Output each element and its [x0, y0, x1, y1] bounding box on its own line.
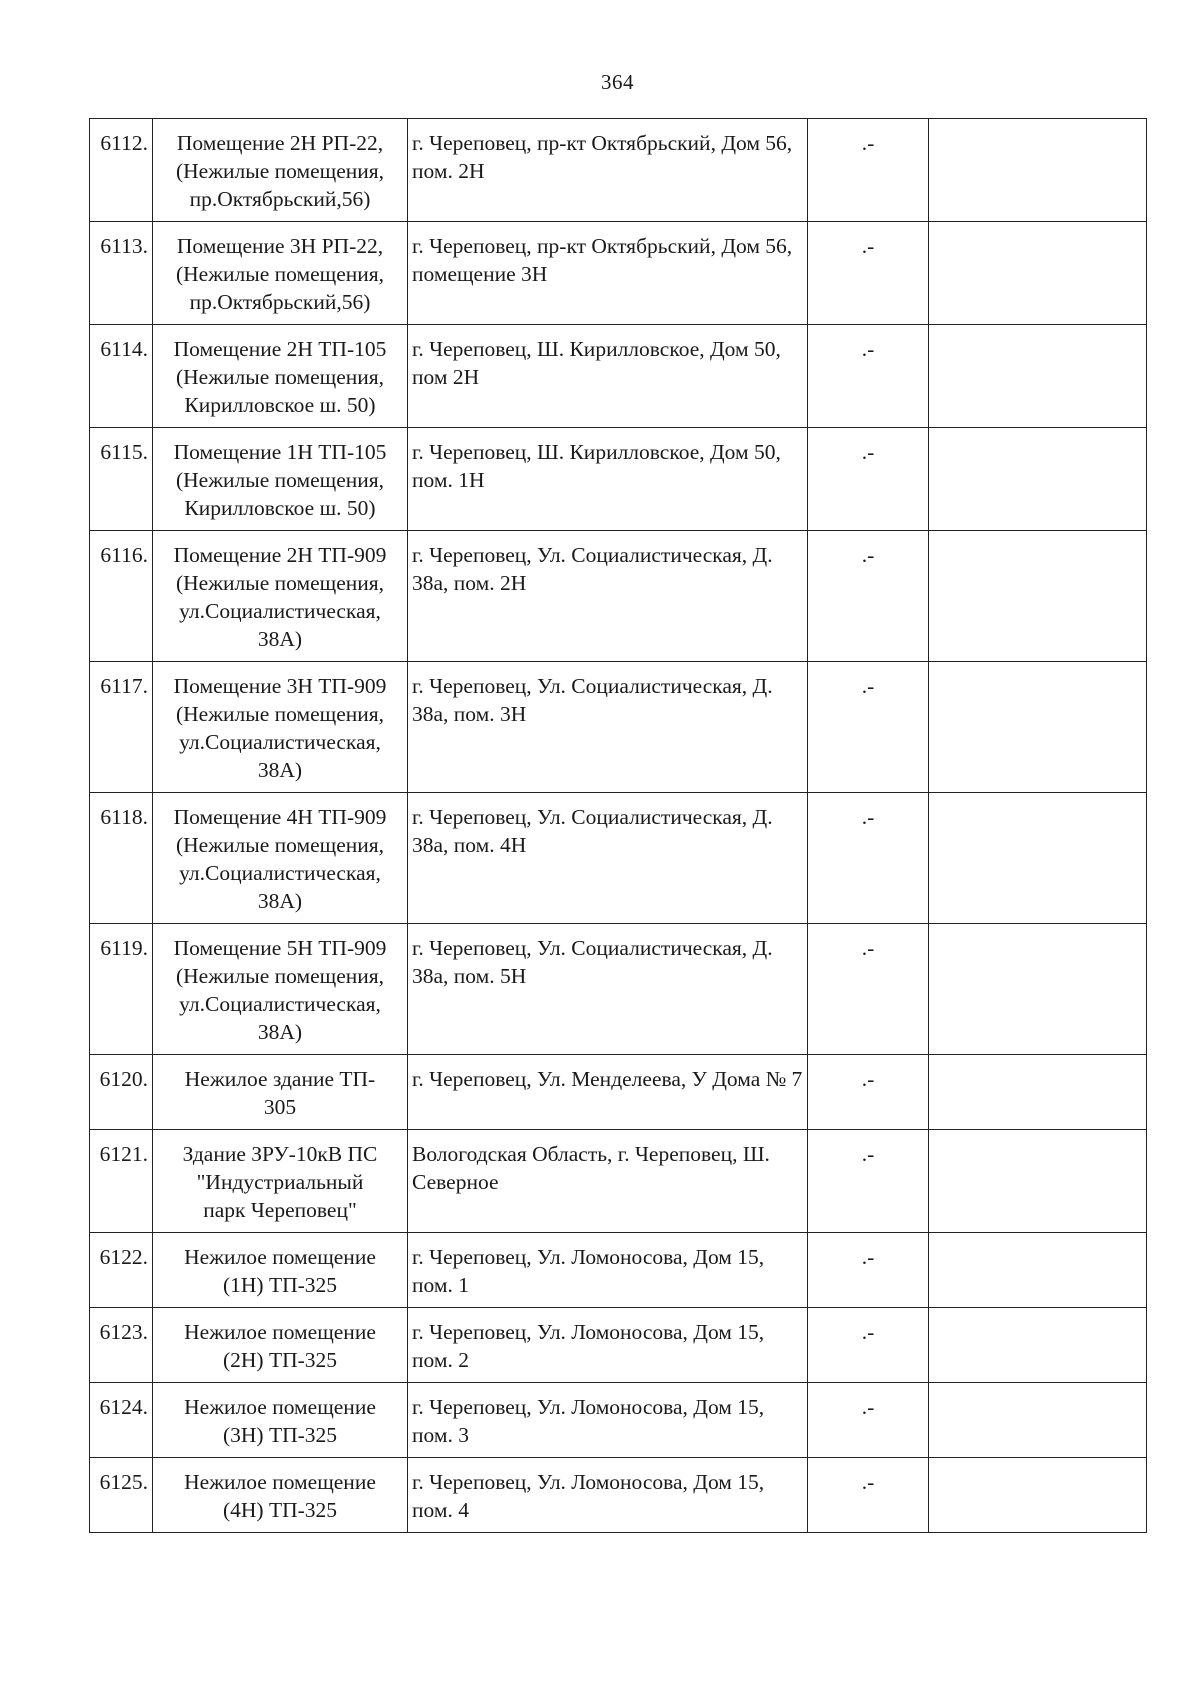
property-name-line: Помещение 3Н ТП-909	[173, 674, 387, 698]
property-value: .-	[808, 119, 929, 222]
property-extra	[929, 531, 1147, 662]
row-number: 6121.	[90, 1130, 153, 1233]
table-row	[90, 428, 1147, 531]
property-name-line: Помещение 2Н ТП-909	[173, 543, 387, 567]
property-name-line: Кирилловское ш. 50)	[184, 496, 376, 520]
property-address: г. Череповец, Ул. Ломоносова, Дом 15, пом. 4	[408, 1458, 808, 1533]
property-value: .-	[808, 793, 929, 924]
table-row	[90, 924, 1147, 1055]
property-value: .-	[808, 531, 929, 662]
row-number: 6113.	[90, 222, 153, 325]
property-value: .-	[808, 1458, 929, 1533]
property-value: .-	[808, 662, 929, 793]
property-address: г. Череповец, Ул. Ломоносова, Дом 15, пом. 1	[408, 1233, 808, 1308]
property-extra	[929, 1458, 1147, 1533]
property-name-line: 305	[263, 1095, 297, 1119]
property-name-line: Нежилое помещение	[184, 1320, 376, 1344]
row-number: 6122.	[90, 1233, 153, 1308]
property-name-line: пр.Октябрьский,56)	[189, 290, 371, 314]
property-name-line: Нежилое помещение	[184, 1395, 376, 1419]
table-row	[90, 1458, 1147, 1533]
property-name	[153, 531, 408, 662]
property-name-line: ул.Социалистическая,	[179, 599, 381, 623]
property-extra	[929, 222, 1147, 325]
property-name	[153, 222, 408, 325]
row-number: 6112.	[90, 119, 153, 222]
property-name-line: пр.Октябрьский,56)	[189, 187, 371, 211]
property-address: г. Череповец, Ул. Ломоносова, Дом 15, пом. 2	[408, 1308, 808, 1383]
property-extra	[929, 325, 1147, 428]
table-row	[90, 325, 1147, 428]
row-number: 6123.	[90, 1308, 153, 1383]
property-extra	[929, 119, 1147, 222]
property-name	[153, 793, 408, 924]
property-address: г. Череповец, Ул. Социалистическая, Д. 38а, пом. 3Н	[408, 662, 808, 793]
property-value: .-	[808, 1308, 929, 1383]
page-number: 364	[601, 70, 634, 94]
property-name-line: (Нежилые помещения,	[175, 702, 385, 726]
property-address: г. Череповец, Ул. Менделеева, У Дома № 7	[408, 1055, 808, 1130]
property-value: .-	[808, 1383, 929, 1458]
property-address: г. Череповец, Ул. Ломоносова, Дом 15, пом. 3	[408, 1383, 808, 1458]
property-address: г. Череповец, Ул. Социалистическая, Д. 38а, пом. 4Н	[408, 793, 808, 924]
property-extra	[929, 1233, 1147, 1308]
table-row	[90, 793, 1147, 924]
property-value: .-	[808, 1130, 929, 1233]
property-name	[153, 662, 408, 793]
property-name-line: ул.Социалистическая,	[179, 992, 381, 1016]
property-name-line: Помещение 2Н РП-22,	[176, 131, 384, 155]
property-name	[153, 1308, 408, 1383]
property-name	[153, 1383, 408, 1458]
property-name-line: (4Н) ТП-325	[222, 1498, 338, 1522]
property-address: г. Череповец, Ш. Кирилловское, Дом 50, пом 2Н	[408, 325, 808, 428]
property-name-line: Нежилое здание ТП-	[184, 1067, 376, 1091]
property-value: .-	[808, 924, 929, 1055]
table-row	[90, 119, 1147, 222]
property-extra	[929, 1308, 1147, 1383]
table-row	[90, 1308, 1147, 1383]
property-address: г. Череповец, пр-кт Октябрьский, Дом 56, пом. 2Н	[408, 119, 808, 222]
property-name-line: 38А)	[257, 1020, 303, 1044]
property-extra	[929, 1055, 1147, 1130]
property-address: г. Череповец, пр-кт Октябрьский, Дом 56, помещение 3Н	[408, 222, 808, 325]
row-number: 6125.	[90, 1458, 153, 1533]
property-name-line: 38А)	[257, 758, 303, 782]
property-name-line: (Нежилые помещения,	[175, 833, 385, 857]
property-name	[153, 325, 408, 428]
property-name-line: (Нежилые помещения,	[175, 964, 385, 988]
property-name-line: (3Н) ТП-325	[222, 1423, 338, 1447]
property-name-line: ул.Социалистическая,	[179, 730, 381, 754]
property-name-line: 38А)	[257, 627, 303, 651]
property-address: г. Череповец, Ул. Социалистическая, Д. 38а, пом. 5Н	[408, 924, 808, 1055]
table-row	[90, 1055, 1147, 1130]
property-address: г. Череповец, Ул. Социалистическая, Д. 38а, пом. 2Н	[408, 531, 808, 662]
property-name	[153, 1458, 408, 1533]
row-number: 6116.	[90, 531, 153, 662]
table-row	[90, 1130, 1147, 1233]
property-extra	[929, 1130, 1147, 1233]
property-registry-table	[89, 118, 1147, 1533]
property-name-line: (1Н) ТП-325	[222, 1273, 338, 1297]
property-name	[153, 924, 408, 1055]
property-value: .-	[808, 428, 929, 531]
property-extra	[929, 793, 1147, 924]
property-value: .-	[808, 1055, 929, 1130]
property-name-line: Помещение 4Н ТП-909	[173, 805, 387, 829]
table-row	[90, 1233, 1147, 1308]
property-extra	[929, 1383, 1147, 1458]
property-name-line: Помещение 5Н ТП-909	[173, 936, 387, 960]
property-name-line: "Индустриальный	[196, 1170, 364, 1194]
row-number: 6117.	[90, 662, 153, 793]
property-name-line: Здание ЗРУ-10кВ ПС	[182, 1142, 378, 1166]
table-row	[90, 222, 1147, 325]
property-name-line: (Нежилые помещения,	[175, 571, 385, 595]
property-name	[153, 1130, 408, 1233]
table-row	[90, 531, 1147, 662]
table-row	[90, 662, 1147, 793]
row-number: 6119.	[90, 924, 153, 1055]
property-name	[153, 1055, 408, 1130]
property-name-line: (Нежилые помещения,	[175, 159, 385, 183]
property-name-line: Кирилловское ш. 50)	[184, 393, 376, 417]
property-name-line: Нежилое помещение	[184, 1470, 376, 1494]
property-name-line: (Нежилые помещения,	[175, 365, 385, 389]
property-value: .-	[808, 1233, 929, 1308]
row-number: 6114.	[90, 325, 153, 428]
property-name-line: Помещение 3Н РП-22,	[176, 234, 384, 258]
row-number: 6118.	[90, 793, 153, 924]
property-name-line: (2Н) ТП-325	[222, 1348, 338, 1372]
property-name-line: (Нежилые помещения,	[175, 468, 385, 492]
property-name-line: ул.Социалистическая,	[179, 861, 381, 885]
property-extra	[929, 924, 1147, 1055]
row-number: 6115.	[90, 428, 153, 531]
property-name-line: Помещение 2Н ТП-105	[173, 337, 387, 361]
property-name-line: Нежилое помещение	[184, 1245, 376, 1269]
property-name-line: парк Череповец"	[203, 1198, 357, 1222]
property-value: .-	[808, 325, 929, 428]
property-name-line: 38А)	[257, 889, 303, 913]
property-extra	[929, 662, 1147, 793]
table-row	[90, 1383, 1147, 1458]
property-name-line: (Нежилые помещения,	[175, 262, 385, 286]
property-address: г. Череповец, Ш. Кирилловское, Дом 50, пом. 1Н	[408, 428, 808, 531]
property-name	[153, 1233, 408, 1308]
property-address: Вологодская Область, г. Череповец, Ш. Северное	[408, 1130, 808, 1233]
property-name	[153, 428, 408, 531]
property-extra	[929, 428, 1147, 531]
row-number: 6124.	[90, 1383, 153, 1458]
property-name-line: Помещение 1Н ТП-105	[173, 440, 387, 464]
row-number: 6120.	[90, 1055, 153, 1130]
registry-body	[90, 119, 1147, 1533]
property-name	[153, 119, 408, 222]
property-value: .-	[808, 222, 929, 325]
